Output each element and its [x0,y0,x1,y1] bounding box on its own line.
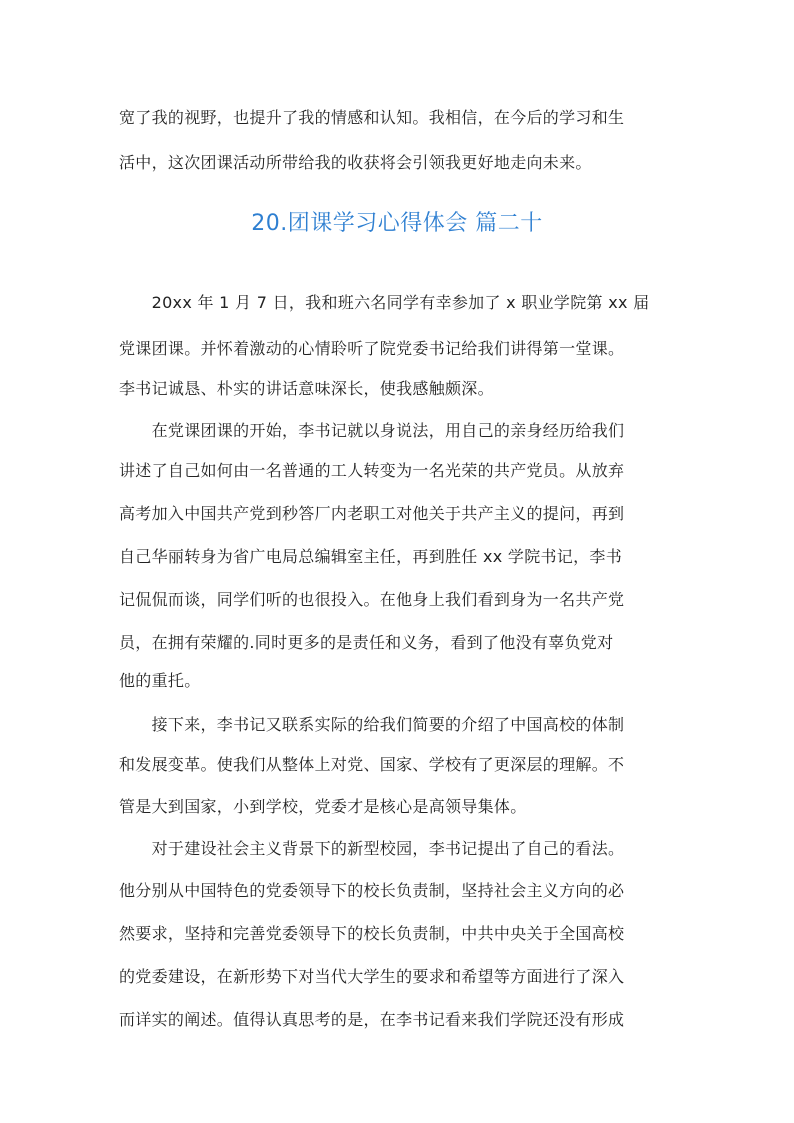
body-text-line: 他的重托。 [119,671,201,690]
body-text-line: 自己华丽转身为省广电局总编辑室主任，再到胜任 xx 学院书记，李书 [119,547,623,566]
body-text-line: 管是大到国家，小到学校，党委才是核心是高领导集体。 [119,797,527,816]
body-text-line: 的党委建设，在新形势下对当代大学生的要求和希望等方面进行了深入 [119,967,625,986]
body-text-line: 高考加入中国共产党到秒答厂内老职工对他关于共产主义的提问，再到 [119,504,625,523]
body-text-line: 接下来，李书记又联系实际的给我们简要的介绍了中国高校的体制 [119,715,625,734]
body-text-line: 和发展变革。使我们从整体上对党、国家、学校有了更深层的理解。不 [119,755,625,774]
body-text-line: 党课团课。并怀着激动的心情聆听了院党委书记给我们讲得第一堂课。 [119,339,625,358]
body-text-line: 20xx 年 1 月 7 日，我和班六名同学有幸参加了 x 职业学院第 xx 届 [119,293,650,312]
body-text-line: 然要求，坚持和完善党委领导下的校长负责制，中共中央关于全国高校 [119,924,625,943]
body-text-line: 对于建设社会主义背景下的新型校园，李书记提出了自己的看法。 [119,839,625,858]
body-text-line: 李书记诚恳、朴实的讲话意味深长，使我感触颇深。 [119,379,494,398]
section-heading: 20.团课学习心得体会 篇二十 [251,211,543,236]
body-text-line: 讲述了自己如何由一名普通的工人转变为一名光荣的共产党员。从放弃 [119,461,625,480]
body-text-line: 在党课团课的开始，李书记就以身说法，用自己的亲身经历给我们 [119,421,625,440]
body-text-line: 而详实的阐述。值得认真思考的是，在李书记看来我们学院还没有形成 [119,1010,625,1029]
body-text-line: 他分别从中国特色的党委领导下的校长负责制，坚持社会主义方向的必 [119,881,625,900]
body-text-line: 活中，这次团课活动所带给我的收获将会引领我更好地走向未来。 [119,153,592,172]
body-text-line: 记侃侃而谈，同学们听的也很投入。在他身上我们看到身为一名共产党 [119,590,625,609]
body-text-line: 员，在拥有荣耀的.同时更多的是责任和义务，看到了他没有辜负党对 [119,633,614,652]
body-text-line: 宽了我的视野，也提升了我的情感和认知。我相信，在今后的学习和生 [119,108,625,127]
